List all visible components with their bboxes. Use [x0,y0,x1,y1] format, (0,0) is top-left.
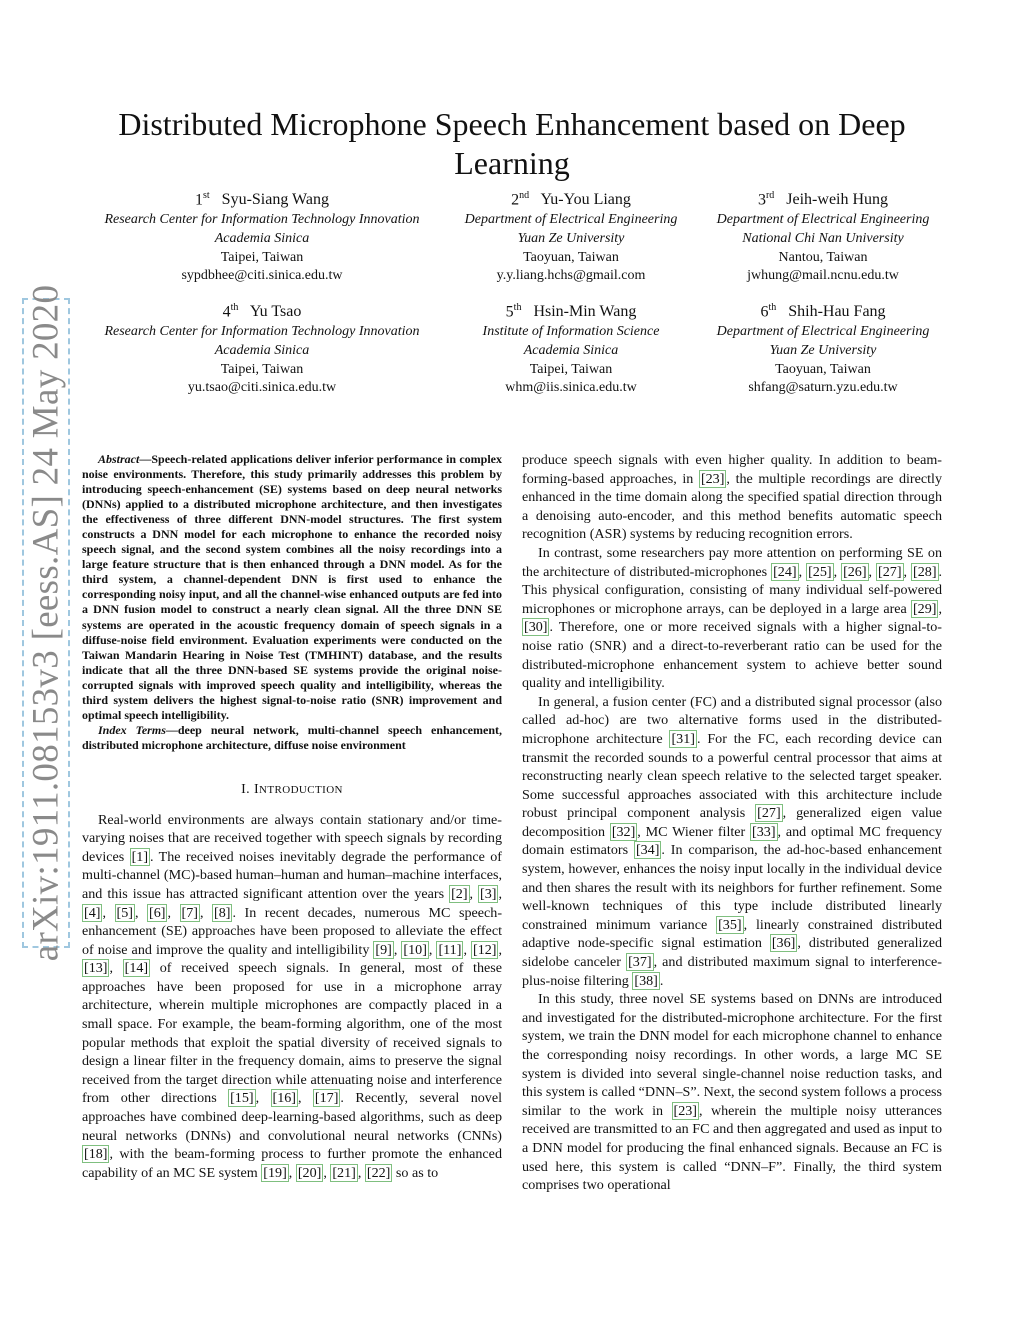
author-name-line [450,297,692,323]
citation-link[interactable]: [15] [230,1090,254,1107]
citation-link[interactable]: [24] [773,563,797,580]
author-affiliation: Research Center for Information Technology Innovation [104,212,420,228]
right-column [522,451,942,1195]
author-name: Shih-Hau Fang [784,303,886,321]
author-ordinal-suffix: th [768,302,777,313]
author-block [698,185,948,286]
citation-link[interactable]: [27] [757,805,781,822]
author-institution: Academia Sinica [523,342,619,358]
citation-link[interactable]: [12] [473,941,497,958]
author-block [698,297,948,398]
body-paragraph: In general, a fusion center (FC) and a distributed signal processor (also called ad-hoc) are two alternative forms used in the distributed-microphone architecture [31] . For the FC, each recording device can transmit the recorded sounds to a powerful central processor that aims at reconstructing nearly clean speech relative to the selected target speaker. Some successful approaches associated with this architecture include robust principal component analysis [27] , generalized eigen value decomposition [32] , MC Wiener filter [33] , and optimal MC frequency domain estimators [34] . In comparison, the ad-hoc-based enhancement system, however, enhances the noisy input locally in the individual device and then shares the result with its neighbors for further refinement. Some well-known techniques of this type include distributed linearly constrained minimum variance [35] , linearly constrained distributed adaptive node-specific signal estimation [36] , distributed generalized sidelobe canceler [37] , and distributed maximum signal to interference-plus-noise filtering [38] . [522,693,943,989]
abstract-text: —Speech-related applications deliver inferior performance in complex noise environments. Therefore, this study primarily addresses this problem by introducing speech-enhancement (SE) systems based on deep neural networks (DNNs) applied to a distributed microphone architecture, and then investigates the effectiveness of three different DNN-model structures. The first system constructs a DNN model for each microphone to enhance the recorded noisy speech signal, and the second system combines all the noisy recordings into a large feature structure that is then enhanced through a DNN model. As for the third system, a channel-dependent DNN is first used to enhance the corresponding noisy input, and all the channel-wise enhanced outputs are fed into a DNN fusion model to construct a nearly clean signal. All the three DNN SE systems are operated in the acoustic frequency domain of speech signals in a diffuse-noise field environment. Evaluation experiments were conducted on the Taiwan Mandarin Hearing in Noise Test (TMHINT) database, and the results indicate that all the three DNN-based SE systems provide the original noise-corrupted signals with improved speech quality and intelligibility, whereas the third system delivers the highest signal-to-noise ratio (SNR) improvement and optimal speech intelligibility. [82,452,502,722]
author-email: jwhung@mail.ncnu.edu.tw [747,268,899,284]
author-name: Hsin-Min Wang [529,303,637,321]
author-ordinal-suffix: th [230,302,239,313]
citation-link[interactable]: [1] [131,848,149,865]
citation-link[interactable]: [30] [524,619,548,636]
citation-link[interactable]: [13] [84,960,108,977]
citation-link[interactable]: [8] [214,904,231,921]
citation-link[interactable]: [31] [671,730,695,747]
author-block [450,297,692,398]
author-location: Taipei, Taiwan [220,249,304,265]
index-terms-label: Index Terms [98,722,166,737]
author-affiliation: Institute of Information Science [482,324,660,340]
author-location: Nantou, Taiwan [778,249,868,265]
author-affiliation: Department of Electrical Engineering [464,212,678,228]
citation-link[interactable]: [22] [366,1164,391,1181]
citation-link[interactable]: [20] [297,1164,322,1181]
right-body [522,451,942,1195]
citation-link[interactable]: [37] [628,954,652,971]
body-paragraph: Real-world environments are always contain stationary and/or time-varying noises that are received together with speech signals by recording devices [1] . The received noises inevitably degrade the performance of multi-channel (MC)-based human–human and human–machine interfaces, and this issue has attracted significant attention over the years [2] , [3] , [4] , [5] , [6] , [7] , [8] . In recent decades, numerous MC speech-enhancement (SE) approaches have been proposed to alleviate the effect of noise and improve the quality and intelligibility [9] , [10] , [11] , [12] , [13] , [14] of received speech signals. In general, most of these approaches have been proposed for use in a microphone array architecture, wherein multiple microphones are compactly placed in a small space. For example, the beam-forming algorithm, one of the most popular methods that exploit the spatial diversity of received signals to design a linear filter in the frequency domain, aims to preserve the signal received from the target direction while attenuating noise and interference from other directions [15] , [16] , [17] . Recently, several novel approaches have combined deep-learning-based algorithms, such as deep neural networks (DNNs) and convolutional neural networks (CNNs) [18] , with the beam-forming process to further promote the enhanced capability of an MC SE system [19] , [20] , [21] , [22] so as to [82,811,503,1181]
arxiv-id: arXiv:1911.08153v3 [eess.AS] 24 May 2020 [25,284,67,962]
author-location: Taoyuan, Taiwan [775,361,871,377]
citation-link[interactable]: [19] [263,1164,287,1181]
author-location: Taipei, Taiwan [529,361,613,377]
author-name: Yu-You Liang [537,191,631,209]
author-ordinal-suffix: th [513,302,522,313]
citation-link[interactable]: [23] [673,1102,697,1119]
author-location: Taipei, Taiwan [220,361,304,377]
author-name-line [698,297,948,323]
citation-link[interactable]: [29] [912,600,937,617]
citation-link[interactable]: [27] [878,563,902,580]
citation-link[interactable]: [7] [181,904,198,921]
author-institution: Academia Sinica [214,230,310,246]
citation-link[interactable]: [23] [700,470,725,487]
citation-link[interactable]: [17] [314,1090,339,1107]
author-affiliation: Research Center for Information Technology Innovation [104,324,420,340]
abstract-label: Abstract [98,452,140,466]
author-email: whm@iis.sinica.edu.tw [505,380,637,396]
citation-link[interactable]: [3] [480,885,497,902]
left-column [82,452,502,1182]
citation-link[interactable]: [5] [116,904,133,921]
citation-link[interactable]: [2] [451,885,468,902]
citation-link[interactable]: [18] [84,1146,108,1163]
citation-link[interactable]: [10] [403,941,427,958]
author-email: shfang@saturn.yzu.edu.tw [748,380,898,396]
author-institution: National Chi Nan University [742,230,904,246]
citation-link[interactable]: [6] [149,904,166,921]
author-ordinal: 5 [505,303,514,321]
citation-link[interactable]: [34] [635,842,660,859]
author-affiliation: Department of Electrical Engineering [716,324,930,340]
body-paragraph: produce speech signals with even higher quality. In addition to beam-forming-based approaches, in [23] , the multiple recordings are directly enhanced in the time domain along the specified spatial direction through a denoising auto-encoder, and this method benefits automatic speech recognition (ASR) systems by reducing recognition errors. [522,452,942,543]
citation-link[interactable]: [14] [124,960,149,977]
citation-link[interactable]: [11] [438,941,462,958]
author-name: Syu-Siang Wang [217,191,329,209]
author-name: Yu Tsao [246,303,302,321]
citation-link[interactable]: [32] [611,823,636,840]
author-email: yu.tsao@citi.sinica.edu.tw [187,380,337,396]
citation-link[interactable]: [36] [771,935,796,952]
author-name-line [450,185,692,211]
body-paragraph: In contrast, some researchers pay more attention on performing SE on the architecture of distributed-microphones [24] , [25] , [26] , [27] , [28] . This physical configuration, consisting of many individual self-powered microphones or microphone arrays, can be deployed in a large area [29] , [30] . Therefore, one or more received signals with a higher signal-to-noise ratio (SNR) and a direct-to-reverberant ratio can be used for the distributed-microphone enhancement system to achieve better sound quality and intelligibility. [522,544,943,692]
author-block [450,185,692,286]
author-block [82,185,442,286]
author-ordinal: 2 [511,191,520,209]
citation-link[interactable]: [33] [752,823,776,840]
author-email: y.y.liang.hchs@gmail.com [496,268,646,284]
author-ordinal-suffix: nd [519,190,530,201]
author-name-line [698,185,948,211]
citation-link[interactable]: [21] [332,1164,356,1181]
paper-title: Distributed Microphone Speech Enhancement based on Deep Learning [118,106,906,182]
author-email: sypdbhee@citi.sinica.edu.tw [181,268,343,284]
author-institution: Academia Sinica [214,342,310,358]
section-heading: I. INTRODUCTION [241,781,343,797]
arxiv-stamp [22,284,70,962]
abstract-block [82,452,502,753]
index-terms-text: —deep neural network, multi-channel speech enhancement, distributed microphone architecture, diffuse noise environment [82,722,502,752]
author-institution: Yuan Ze University [517,230,625,246]
citation-link[interactable]: [25] [808,563,832,580]
author-location: Taoyuan, Taiwan [523,249,619,265]
author-ordinal-suffix: st [203,190,210,201]
author-name-line [82,185,442,211]
body-paragraph: In this study, three novel SE systems based on DNNs are introduced and investigated for the distributed-microphone architecture. For the first system, we train the DNN model for each microphone channel to enhance the corresponding noisy recordings. In other words, a large MC SE system is divided into several single-channel noise reduction tasks, and this system is called “DNN–S”. Next, the second system follows a process similar to the work in [23] , wherein the multiple noisy utterances received are transmitted to an FC and then aggregated and used as input to a DNN model for producing the final enhanced signals. Because an FC is used here, this system is called “DNN–F”. Finally, the third system comprises two operational [522,991,942,1194]
author-name: Jeih-weih Hung [782,191,889,209]
author-name-line [82,297,442,323]
author-affiliation: Department of Electrical Engineering [716,212,930,228]
citation-link[interactable]: [16] [272,1090,296,1107]
citation-link[interactable]: [4] [84,904,101,921]
citation-link[interactable]: [26] [843,563,867,580]
citation-link[interactable]: [28] [913,563,937,580]
author-ordinal: 6 [760,303,769,321]
citation-link[interactable]: [38] [634,972,658,989]
left-body [82,811,502,1183]
author-ordinal: 1 [195,191,203,209]
author-ordinal: 3 [757,191,766,209]
author-block [82,297,442,398]
author-ordinal-suffix: rd [765,190,775,201]
author-institution: Yuan Ze University [769,342,877,358]
author-ordinal: 4 [222,303,231,321]
citation-link[interactable]: [35] [718,916,742,933]
citation-link[interactable]: [9] [375,941,392,958]
